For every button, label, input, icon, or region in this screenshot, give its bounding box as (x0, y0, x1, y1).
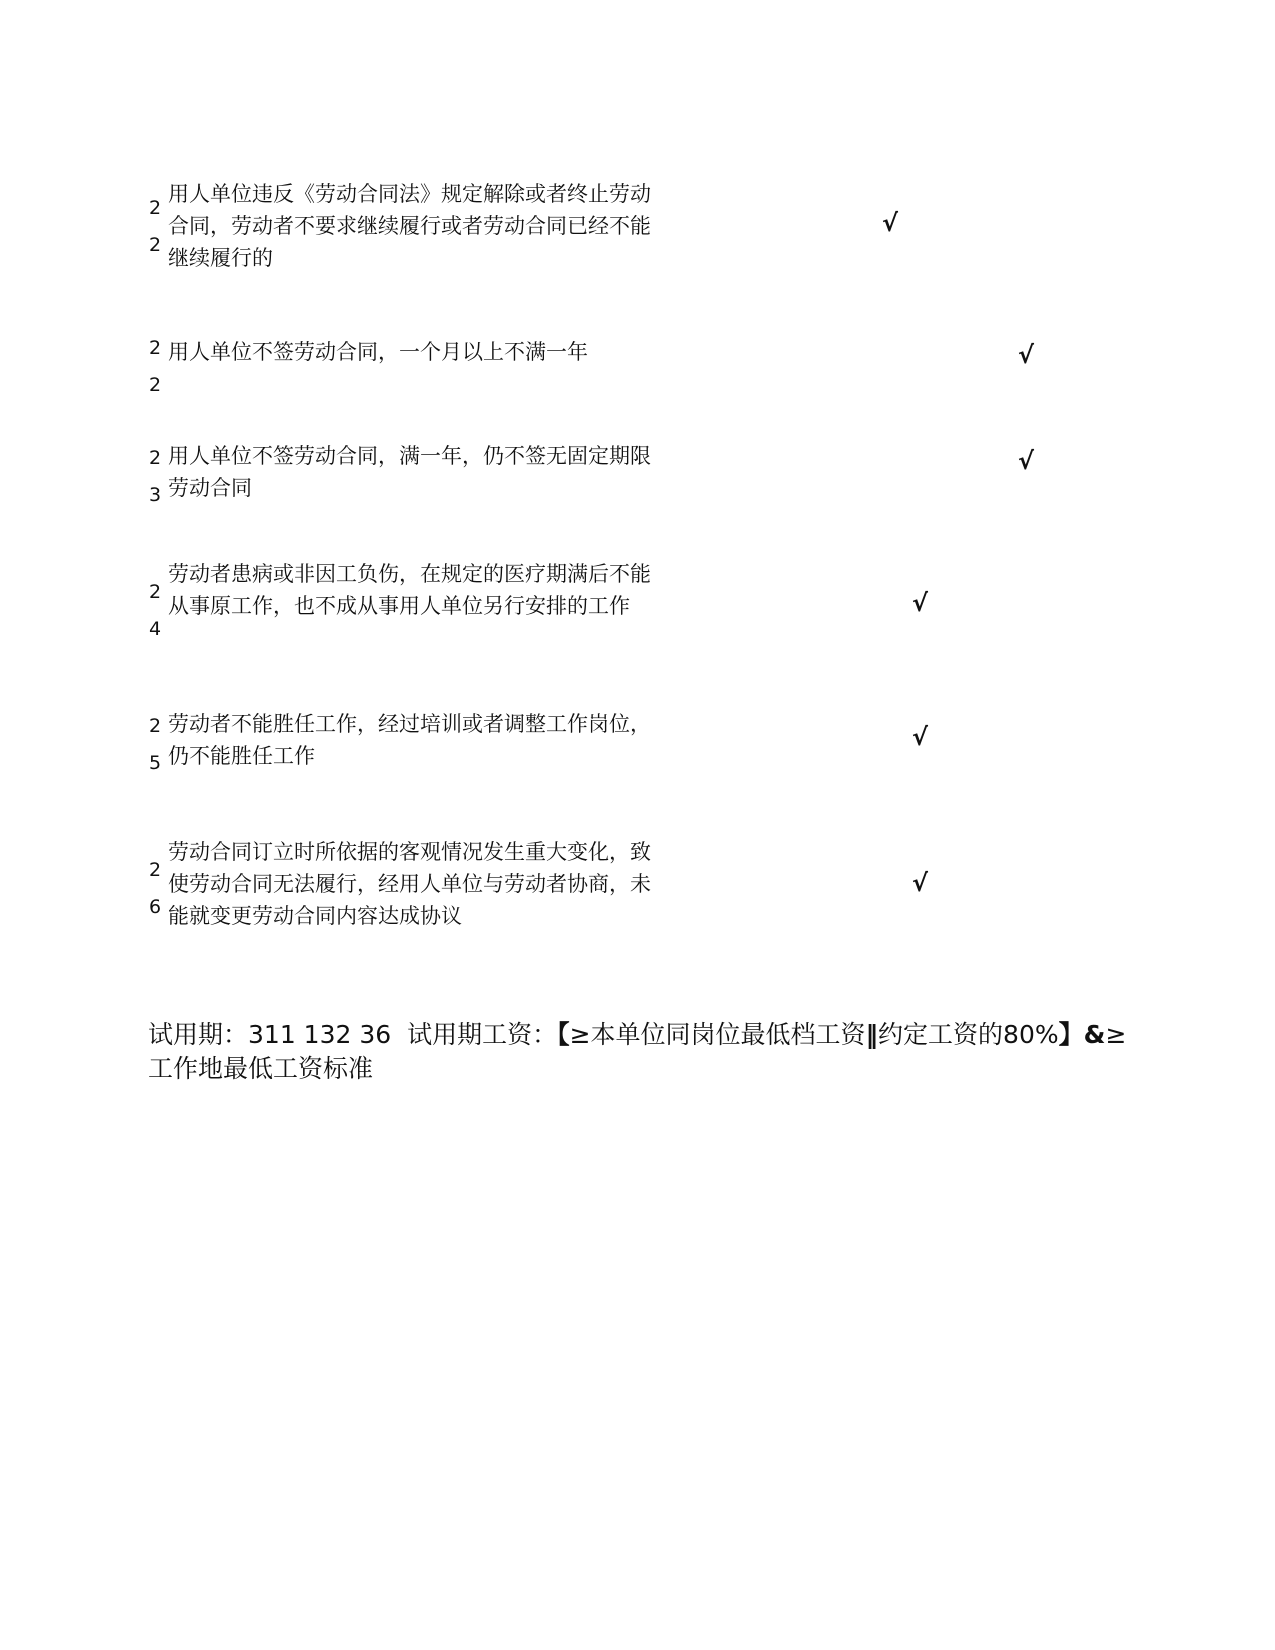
wage-rule-1: ≥本单位同岗位最低档工资 (569, 1020, 866, 1049)
row-description: 劳动者患病或非因工负伤，在规定的医疗期满后不能从事原工作，也不成从事用人单位另行安排的工作 (168, 562, 651, 618)
probation-value: 311 132 36 (248, 1020, 392, 1049)
row-description: 劳动者不能胜任工作，经过培训或者调整工作岗位，仍不能胜任工作 (168, 712, 651, 768)
probation-label: 试用期： (148, 1020, 249, 1049)
probation-summary (148, 1018, 1138, 1086)
check-mark: √ (912, 723, 929, 751)
wage-rule-2: 约定工资的80% (878, 1020, 1059, 1049)
and-symbol: & (1083, 1020, 1106, 1049)
row-description: 用人单位不签劳动合同，满一年，仍不签无固定期限劳动合同 (168, 444, 651, 500)
row-description: 劳动合同订立时所依据的客观情况发生重大变化，致使劳动合同无法履行，经用人单位与劳动者协商，未能就变更劳动合同内容达成协议 (168, 840, 651, 928)
check-mark: √ (1018, 341, 1035, 369)
row-number: 2 2 (148, 337, 162, 396)
wage-rule-3: ≥工作地最低工资标准 (148, 1020, 1127, 1083)
or-symbol: ‖ (865, 1020, 879, 1049)
row-number: 2 6 (148, 859, 162, 918)
bracket-close: 】 (1058, 1020, 1084, 1049)
row-number: 2 5 (148, 715, 162, 774)
check-mark: √ (882, 209, 899, 237)
row-number: 2 3 (148, 447, 162, 506)
probation-wage-label: 试用期工资： (407, 1020, 558, 1049)
row-description: 用人单位不签劳动合同，一个月以上不满一年 (168, 340, 588, 364)
check-mark: √ (912, 869, 929, 897)
bracket-open: 【 (557, 1020, 570, 1049)
row-number: 2 4 (148, 581, 162, 640)
check-mark: √ (1018, 447, 1035, 475)
row-number: 2 2 (148, 197, 162, 256)
row-description: 用人单位违反《劳动合同法》规定解除或者终止劳动合同，劳动者不要求继续履行或者劳动合同已经不能继续履行的 (168, 182, 651, 270)
check-mark: √ (912, 589, 929, 617)
